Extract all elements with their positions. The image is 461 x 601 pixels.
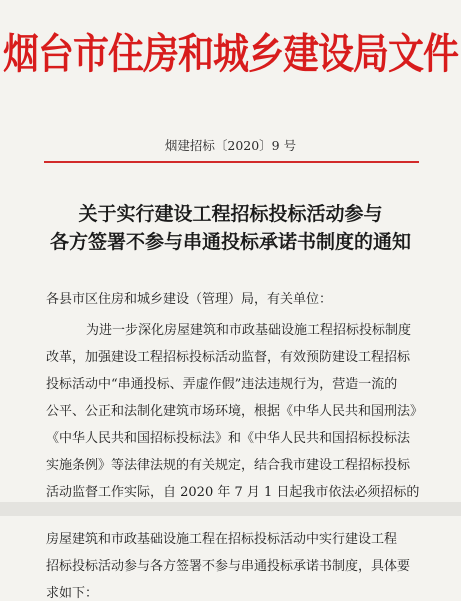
document-header-title: 烟台市住房和城乡建设局文件 <box>2 31 458 79</box>
notice-title <box>0 200 461 256</box>
document-number: 烟建招标〔2020〕9 号 <box>164 138 297 153</box>
body-line: 《中华人民共和国招标投标法》和《中华人民共和国招标投标法 <box>46 431 411 446</box>
page-break-band <box>0 502 461 516</box>
body-line: 改革，加强建设工程招标投标活动监督，有效预防建设工程招标 <box>46 350 411 365</box>
body-line: 房屋建筑和市政基础设施工程在招标投标活动中实行建设工程 <box>46 532 398 547</box>
body-line: 公平、公正和法制化建筑市场环境，根据《中华人民共和国刑法》 <box>46 404 424 419</box>
body-line: 求如下： <box>46 586 99 601</box>
body-line: 招标投标活动参与各方签署不参与串通投标承诺书制度，具体要 <box>46 559 411 574</box>
body-line: 实施条例》等法律法规的有关规定，结合我市建设工程招标投标 <box>46 458 411 473</box>
body-line: 投标活动中“串通投标、弄虚作假”违法违规行为，营造一流的 <box>46 377 398 392</box>
body-line: 为进一步深化房屋建筑和市政基础设施工程招标投标制度 <box>86 323 412 338</box>
notice-title-line-1: 关于实行建设工程招标投标活动参与 <box>78 203 383 225</box>
body-line: 活动监督工作实际，自 2020 年 7 月 1 日起我市依法必须招标的 <box>46 485 420 500</box>
header-divider <box>44 161 419 163</box>
addressee: 各县市区住房和城乡建设（管理）局，有关单位： <box>46 292 333 307</box>
notice-title-line-2: 各方签署不参与串通投标承诺书制度的通知 <box>49 231 411 253</box>
